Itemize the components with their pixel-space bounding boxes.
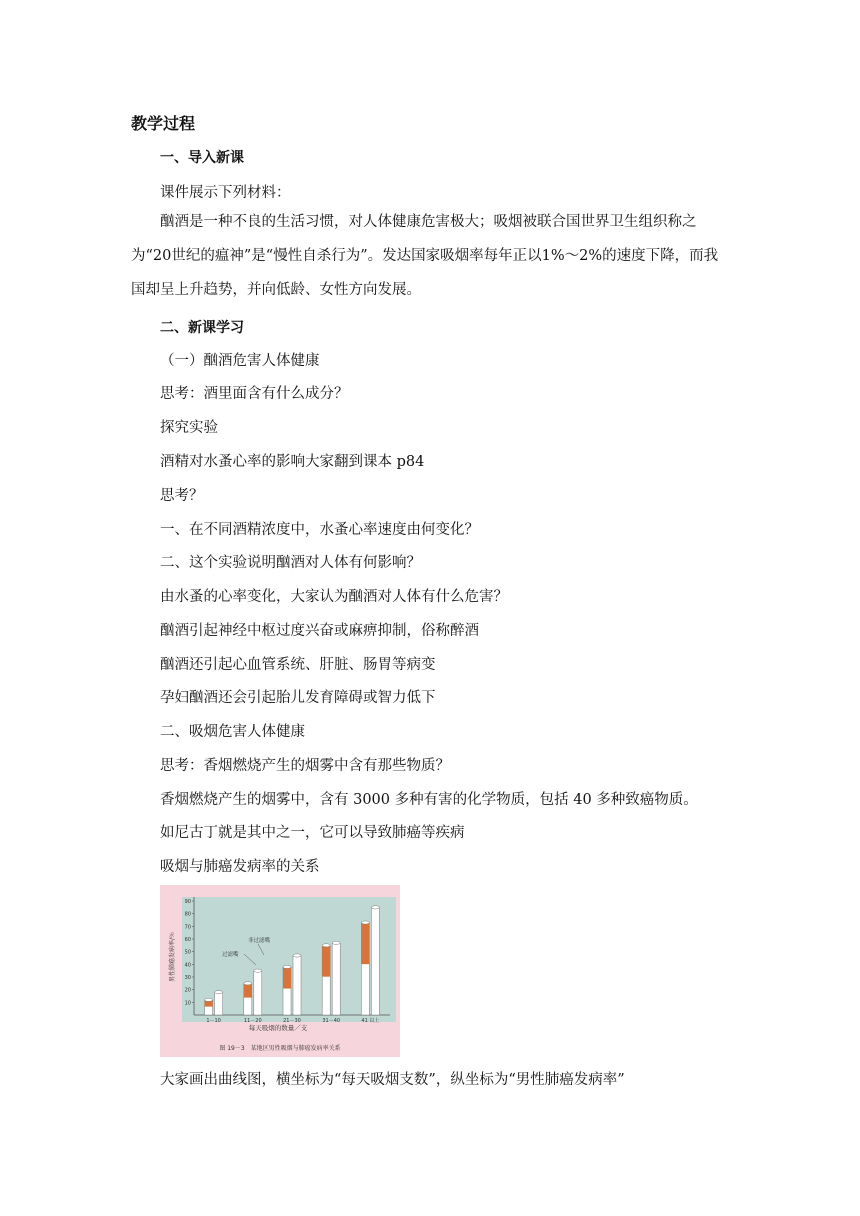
- bar-nofilter: [371, 907, 379, 1015]
- lesson-line: 如尼古丁就是其中之一，它可以导致肺癌等疾病: [160, 825, 465, 841]
- y-tick-label: 80: [184, 911, 191, 918]
- lesson-line: 吸烟与肺癌发病率的关系: [160, 859, 320, 875]
- section-title-intro: 一、导入新课: [160, 150, 244, 166]
- figure-smoking-lung-cancer: [160, 885, 400, 1057]
- x-tick-label: 21－30: [283, 1018, 301, 1024]
- y-tick-label: 40: [184, 962, 191, 969]
- lesson-line: 思考：香烟燃烧产生的烟雾中含有那些物质？: [160, 758, 450, 774]
- y-tick-label: 30: [184, 975, 191, 981]
- lesson-line: 二、这个实验说明酗酒对人体有何影响？: [160, 555, 421, 571]
- bar-filter-segment: [361, 923, 369, 965]
- bar-nofilter-cap: [215, 991, 223, 994]
- bar-filter-cap: [322, 944, 330, 947]
- bar-filter-cap: [205, 998, 213, 1001]
- y-tick-label: 90: [184, 899, 191, 905]
- y-tick-label: 10: [184, 1000, 191, 1007]
- section-title-new-lesson: 二、新课学习: [160, 320, 244, 336]
- lesson-line: 思考：酒里面含有什么成分？: [160, 386, 349, 402]
- lesson-line: 孕妇酗酒还会引起胎儿发育障碍或智力低下: [160, 690, 436, 706]
- bar-nofilter: [215, 992, 223, 1015]
- x-tick-label: 11－20: [243, 1018, 262, 1024]
- lesson-line: 酗酒还引起心血管系统、肝脏、肠胃等病变: [160, 657, 436, 673]
- y-tick-label: 60: [184, 937, 191, 943]
- y-tick-label: 50: [184, 949, 191, 956]
- y-tick-label: 20: [184, 987, 191, 994]
- intro-paragraph: 酗酒是一种不良的生活习惯，对人体健康危害极大；吸烟被联合国世界卫生组织称之为“20世纪的瘟神”是“慢性自杀行为”。发达国家吸烟率每年正以1%～2%的速度下降，而我国却呈上升趋势，并向低龄、女性方向发展。: [131, 214, 719, 298]
- y-tick-label: 70: [184, 924, 191, 931]
- bar-chart: [160, 885, 400, 1057]
- lesson-line: 一、在不同酒精浓度中，水蚤心率速度由何变化？: [160, 522, 479, 538]
- bar-filter-segment: [322, 945, 330, 976]
- x-axis-label: 每天吸烟的数量／支: [248, 1024, 308, 1032]
- bar-filter-segment: [283, 967, 291, 989]
- legend-filter: 过滤嘴: [222, 952, 239, 958]
- lesson-line: 思考？: [160, 488, 204, 504]
- figure-caption: 图 19－3 某地区男性吸烟与肺癌发病率关系: [219, 1045, 341, 1052]
- bar-filter-cap: [361, 921, 369, 924]
- lesson-line: 酗酒引起神经中枢过度兴奋或麻痹抑制，俗称醉酒: [160, 623, 479, 639]
- intro-line: 课件展示下列材料：: [160, 185, 291, 201]
- x-tick-label: 1－10: [206, 1018, 221, 1024]
- x-tick-label: 31－40: [322, 1018, 341, 1024]
- lesson-line: 香烟燃烧产生的烟雾中，含有 3000 多种有害的化学物质，包括 40 多种致癌物质。: [160, 792, 698, 808]
- lesson-line: 由水蚤的心率变化，大家认为酗酒对人体有什么危害？: [160, 589, 508, 605]
- x-tick-label: 41 以上: [361, 1018, 380, 1024]
- bar-nofilter-cap: [254, 969, 262, 972]
- bar-nofilter: [332, 943, 340, 1015]
- bar-filter-cap: [283, 965, 291, 968]
- page-title: 教学过程: [131, 114, 196, 133]
- closing-line: 大家画出曲线图，横坐标为“每天吸烟支数”，纵坐标为“男性肺癌发病率”: [160, 1072, 625, 1088]
- lesson-line: 探究实验: [160, 420, 218, 436]
- legend-nofilter: 非过滤嘴: [248, 938, 271, 944]
- lesson-line: 二、吸烟危害人体健康: [160, 724, 305, 740]
- bar-nofilter: [293, 955, 301, 1015]
- y-axis-label: 男性肺癌发病率/％: [169, 931, 176, 983]
- bar-nofilter-cap: [371, 906, 379, 909]
- bar-nofilter: [254, 971, 262, 1015]
- lesson-line: （一）酗酒危害人体健康: [160, 353, 320, 369]
- lesson-line: 酒精对水蚤心率的影响大家翻到课本 p84: [160, 454, 425, 470]
- bar-nofilter-cap: [332, 941, 340, 944]
- bar-nofilter-cap: [293, 954, 301, 957]
- bar-filter-segment: [244, 983, 252, 997]
- bar-filter-cap: [244, 982, 252, 985]
